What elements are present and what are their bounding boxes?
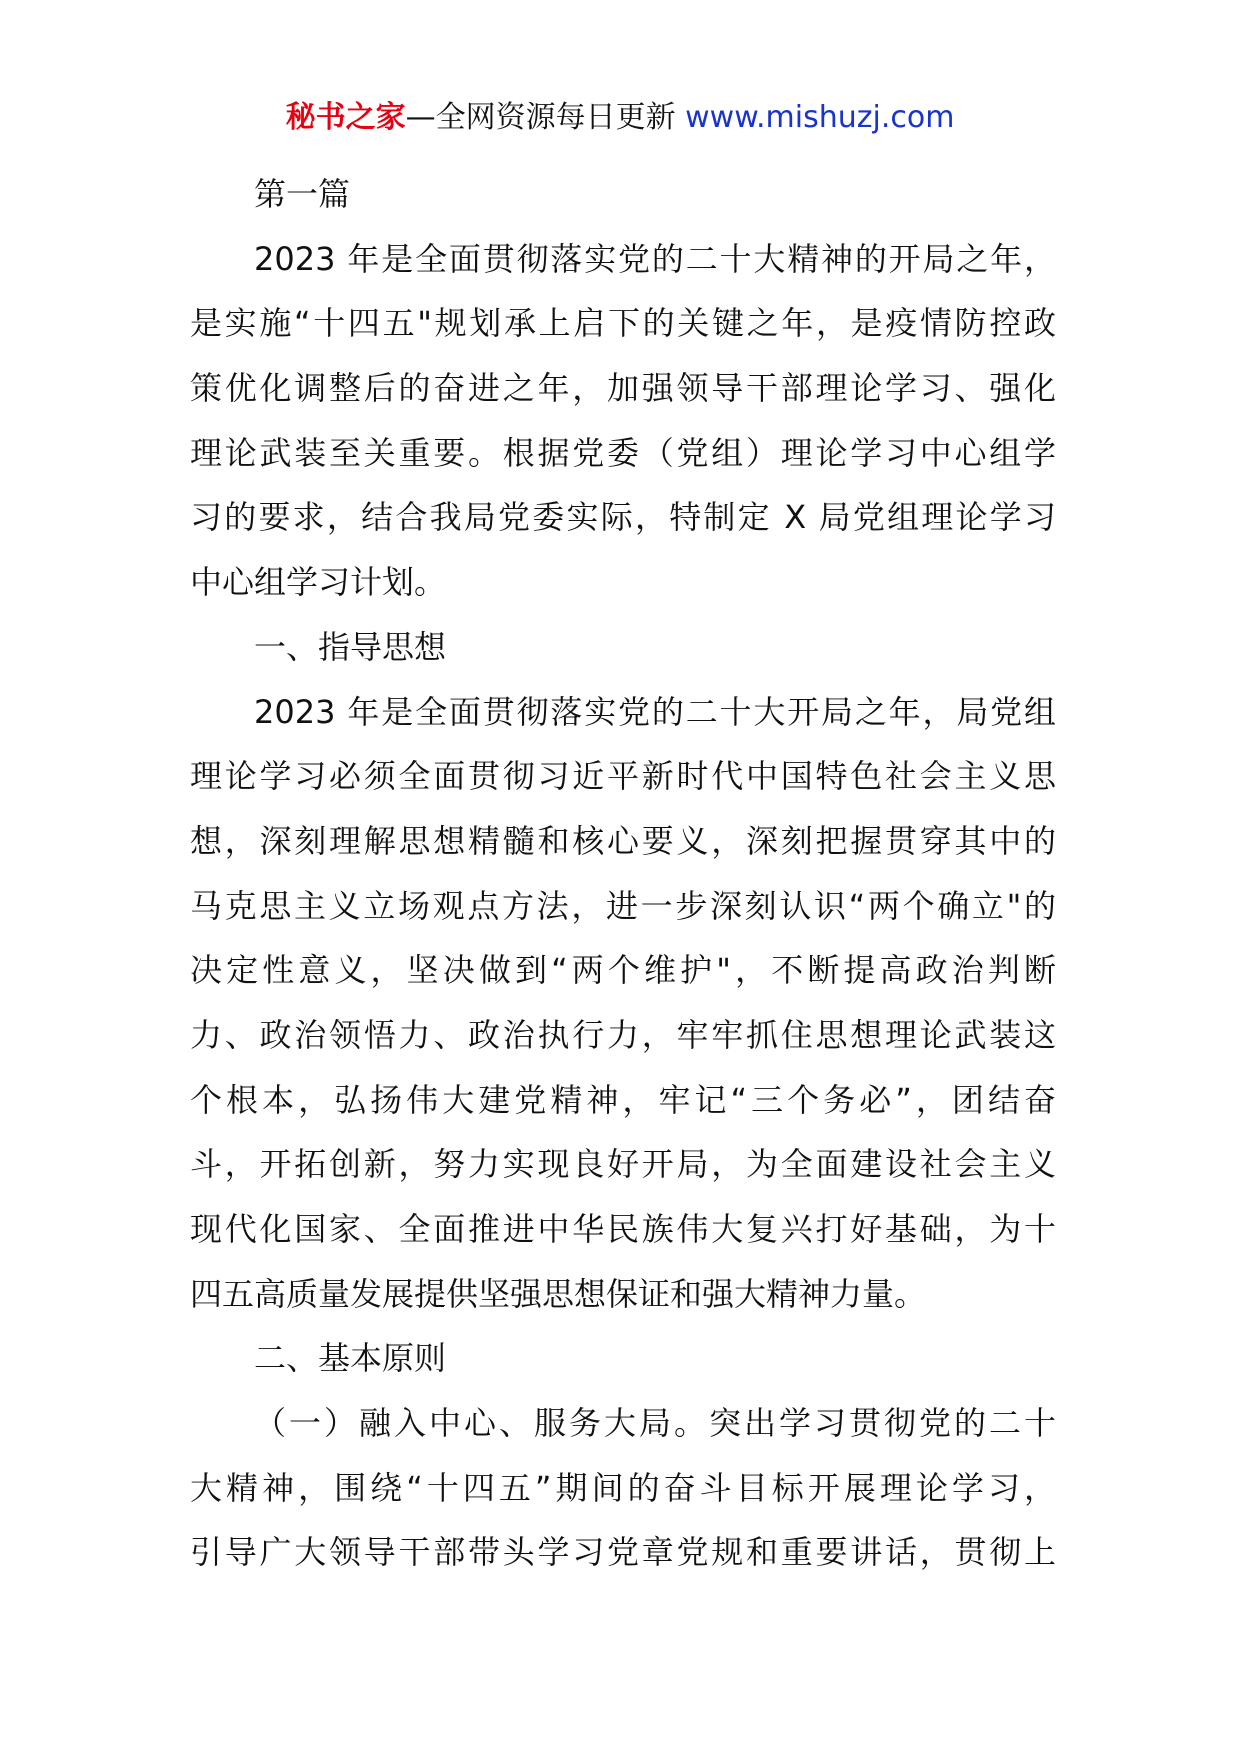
site-url-link[interactable]: www.mishuzj.com	[685, 100, 955, 135]
heading-guiding-ideology: 一、指导思想	[254, 627, 447, 666]
paragraph-line: （一）融入中心、服务大局。突出学习贯彻党的二十	[254, 1404, 1056, 1443]
paragraph-line: 理论武装至关重要。根据党委（党组）理论学习中心组学	[190, 433, 1056, 472]
document-body	[190, 162, 1056, 1585]
paragraph-line: 引导广大领导干部带头学习党章党规和重要讲话，贯彻上	[190, 1533, 1056, 1572]
site-watermark-header	[0, 98, 1240, 138]
site-slogan: —全网资源每日更新	[405, 100, 686, 135]
paragraph-line: 个根本，弘扬伟大建党精神，牢记“三个务必”，团结奋	[190, 1080, 1056, 1119]
paragraph-line: 决定性意义，坚决做到“两个维护"，不断提高政治判断	[190, 951, 1056, 990]
paragraph-line: 是实施“十四五"规划承上启下的关键之年，是疫情防控政	[190, 304, 1056, 343]
paragraph-line: 理论学习必须全面贯彻习近平新时代中国特色社会主义思	[190, 757, 1056, 796]
paragraph-line: 斗，开拓创新，努力实现良好开局，为全面建设社会主义	[190, 1145, 1056, 1184]
paragraph-line: 中心组学习计划。	[190, 563, 447, 602]
paragraph-line: 策优化调整后的奋进之年，加强领导干部理论学习、强化	[190, 369, 1056, 408]
paragraph-line: 现代化国家、全面推进中华民族伟大复兴打好基础，为十	[190, 1210, 1056, 1248]
site-brand-name: 秘书之家	[285, 100, 406, 135]
section-title-part-one: 第一篇	[254, 175, 351, 213]
paragraph-line: 马克思主义立场观点方法，进一步深刻认识“两个确立"的	[190, 886, 1056, 925]
paragraph-line: 力、政治领悟力、政治执行力，牢牢抓住思想理论武装这	[190, 1015, 1056, 1054]
paragraph-line: 习的要求，结合我局党委实际，特制定 X 局党组理论学习	[190, 498, 1056, 537]
paragraph-line: 大精神，围绕“十四五”期间的奋斗目标开展理论学习，	[190, 1468, 1056, 1507]
paragraph-line: 2023 年是全面贯彻落实党的二十大开局之年，局党组	[254, 692, 1056, 731]
heading-basic-principles: 二、基本原则	[254, 1339, 447, 1378]
paragraph-line: 2023 年是全面贯彻落实党的二十大精神的开局之年，	[254, 239, 1056, 278]
paragraph-line: 想，深刻理解思想精髓和核心要义，深刻把握贯穿其中的	[190, 821, 1056, 860]
paragraph-line: 四五高质量发展提供坚强思想保证和强大精神力量。	[190, 1274, 927, 1313]
